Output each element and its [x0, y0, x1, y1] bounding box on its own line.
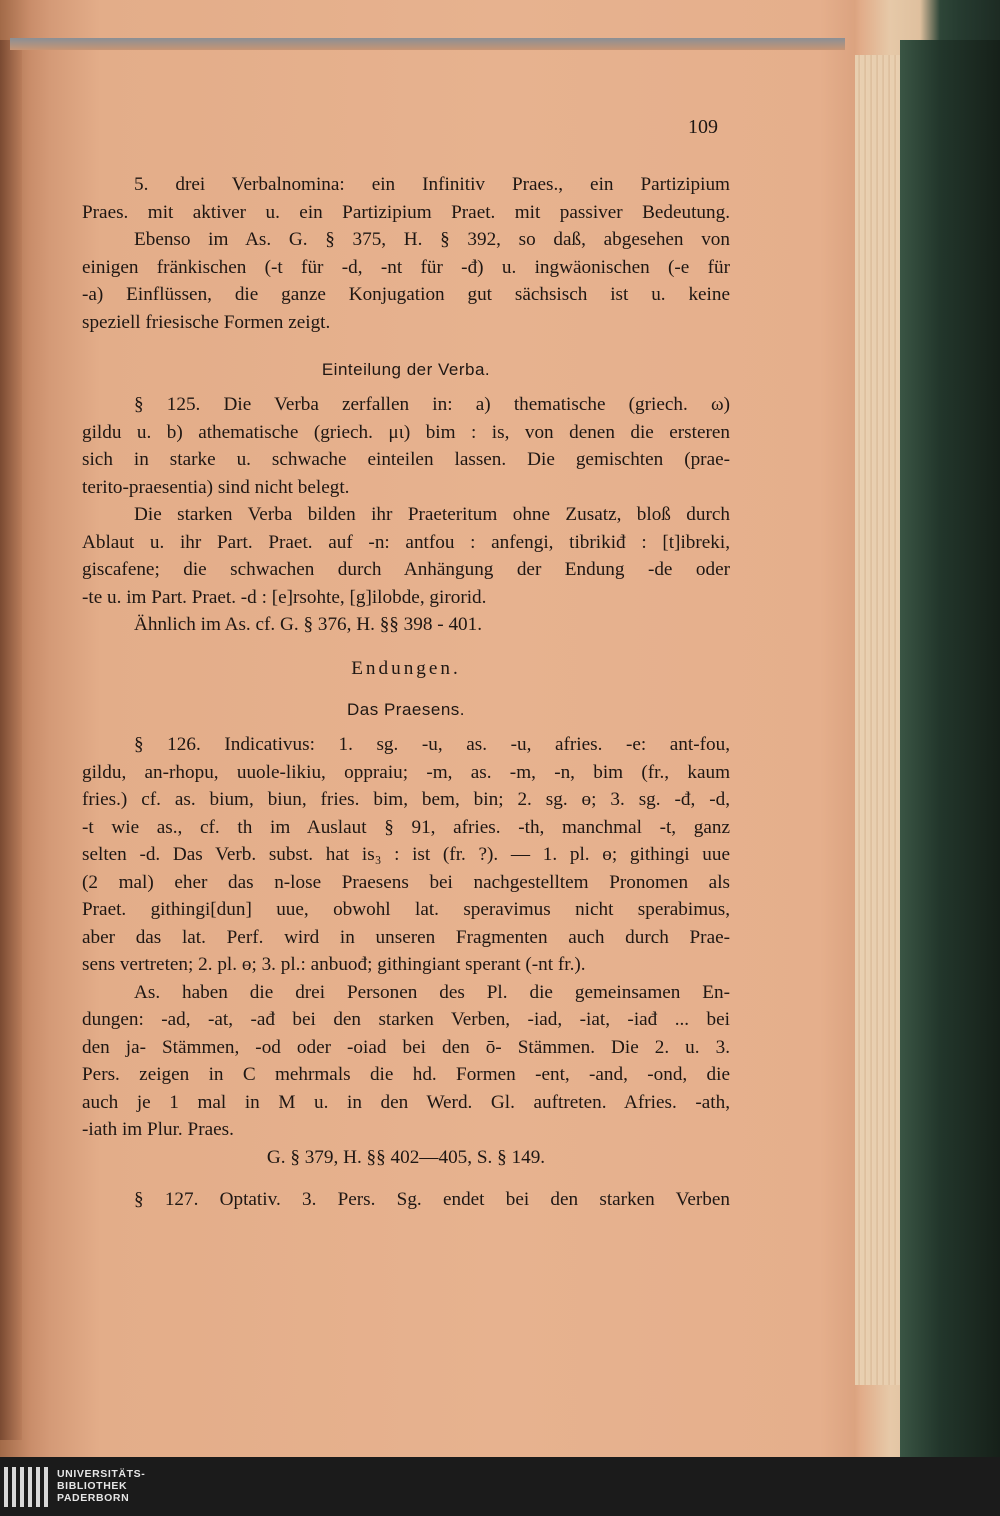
text-line: den ja- Stämmen, -od oder -oiad bei den ō- Stämmen. Die 2. u. 3.	[82, 1036, 730, 1058]
text-line: § 127. Optativ. 3. Pers. Sg. endet bei den starken Verben	[134, 1189, 730, 1210]
text-line: (2 mal) eher das n-lose Praesens bei nachgestelltem Pronomen als	[82, 871, 730, 893]
text-line: sich in starke u. schwache einteilen lassen. Die gemischten (prae-	[82, 449, 730, 470]
library-name-line: PADERBORN	[57, 1492, 130, 1504]
page-gutter	[0, 40, 22, 1440]
section-heading: Einteilung der Verba.	[321, 360, 491, 379]
text-line: -te u. im Part. Praet. -d : [e]rsohte, [g]ilobde, girorid.	[82, 586, 487, 608]
library-name-line: UNIVERSITÄTS-	[57, 1468, 146, 1480]
text-line: Ablaut u. ihr Part. Praet. auf -n: antfou : anfengi, tibrikiđ : [t]ibreki,	[82, 531, 730, 553]
text-line: dungen: -ad, -at, -ađ bei den starken Verben, -iad, -iat, -iađ ... bei	[82, 1009, 730, 1030]
text-line: sens vertreten; 2. pl. ɵ; 3. pl.: anbuođ; githingiant sperant (-nt fr.).	[82, 954, 586, 975]
text-line: speziell friesische Formen zeigt.	[82, 311, 331, 333]
text-line: fries.) cf. as. bium, biun, fries. bim, bem, bin; 2. sg. ɵ; 3. sg. -đ, -d,	[82, 789, 730, 810]
text-line: § 125. Die Verba zerfallen in: a) thematische (griech. ω)	[134, 394, 730, 415]
subsection-heading: Das Praesens.	[347, 700, 465, 719]
text-line: 5. drei Verbalnomina: ein Infinitiv Praes., ein Partizipium	[134, 174, 730, 195]
text-line: -iath im Plur. Praes.	[82, 1119, 234, 1140]
reference-line: G. § 379, H. §§ 402—405, S. § 149.	[266, 1147, 546, 1168]
paragraph-125	[82, 391, 730, 639]
text-line: Ähnlich im As. cf. G. § 376, H. §§ 398 - 401.	[134, 614, 483, 635]
section-heading-endungen: Endungen.	[351, 658, 461, 679]
library-name-line: BIBLIOTHEK	[57, 1480, 128, 1492]
text-line: selten -d. Das Verb. subst. hat is₃ : ist (fr. ?). — 1. pl. ɵ; githingi uue	[82, 844, 730, 865]
paragraph-verbal-nomina	[82, 171, 730, 336]
library-footer	[0, 1457, 1000, 1516]
page-number: 109	[688, 116, 718, 138]
text-line: -t wie as., cf. th im Auslaut § 91, afries. -th, manchmal -t, ganz	[82, 816, 730, 838]
book-cover-edge	[900, 40, 1000, 1457]
paragraph-127	[82, 1186, 730, 1214]
text-line: Praes. mit aktiver u. ein Partizipium Praet. mit passiver Bedeutung.	[82, 201, 730, 223]
paragraph-126	[82, 731, 730, 1144]
text-line: giscafene; die schwachen durch Anhängung der Endung -de oder	[82, 559, 730, 580]
text-line: terito-praesentia) sind nicht belegt.	[82, 476, 350, 498]
text-line: Pers. zeigen in C mehrmals die hd. Formen -ent, -and, -ond, die	[82, 1064, 730, 1085]
text-line: Die starken Verba bilden ihr Praeteritum ohne Zusatz, bloß durch	[134, 504, 730, 525]
text-line: Ebenso im As. G. § 375, H. § 392, so daß, abgesehen von	[134, 229, 730, 250]
text-line: As. haben die drei Personen des Pl. die gemeinsamen En-	[134, 981, 730, 1003]
text-line: Praet. githingi[dun] uue, obwohl lat. speravimus nicht sperabimus,	[82, 899, 730, 920]
text-line: einigen fränkischen (-t für -d, -nt für -đ) u. ingwäonischen (-e für	[82, 256, 730, 278]
page-fore-edge	[855, 55, 900, 1385]
text-line: auch je 1 mal in M u. in den Werd. Gl. auftreten. Afries. -ath,	[82, 1091, 730, 1113]
library-name	[57, 1468, 145, 1504]
text-line: § 126. Indicativus: 1. sg. -u, as. -u, afries. -e: ant-fou,	[134, 734, 730, 755]
text-line: -a) Einflüssen, die ganze Konjugation gut sächsisch ist u. keine	[82, 284, 730, 305]
text-line: gildu, an-rhopu, uuole-likiu, oppraiu; -m, as. -m, -n, bim (fr., kaum	[82, 761, 730, 783]
text-line: aber das lat. Perf. wird in unseren Fragmenten auch durch Prae-	[82, 926, 730, 948]
page-top-edge	[10, 38, 845, 50]
text-line: gildu u. b) athematische (griech. μι) bim : is, von denen die ersteren	[82, 421, 730, 443]
